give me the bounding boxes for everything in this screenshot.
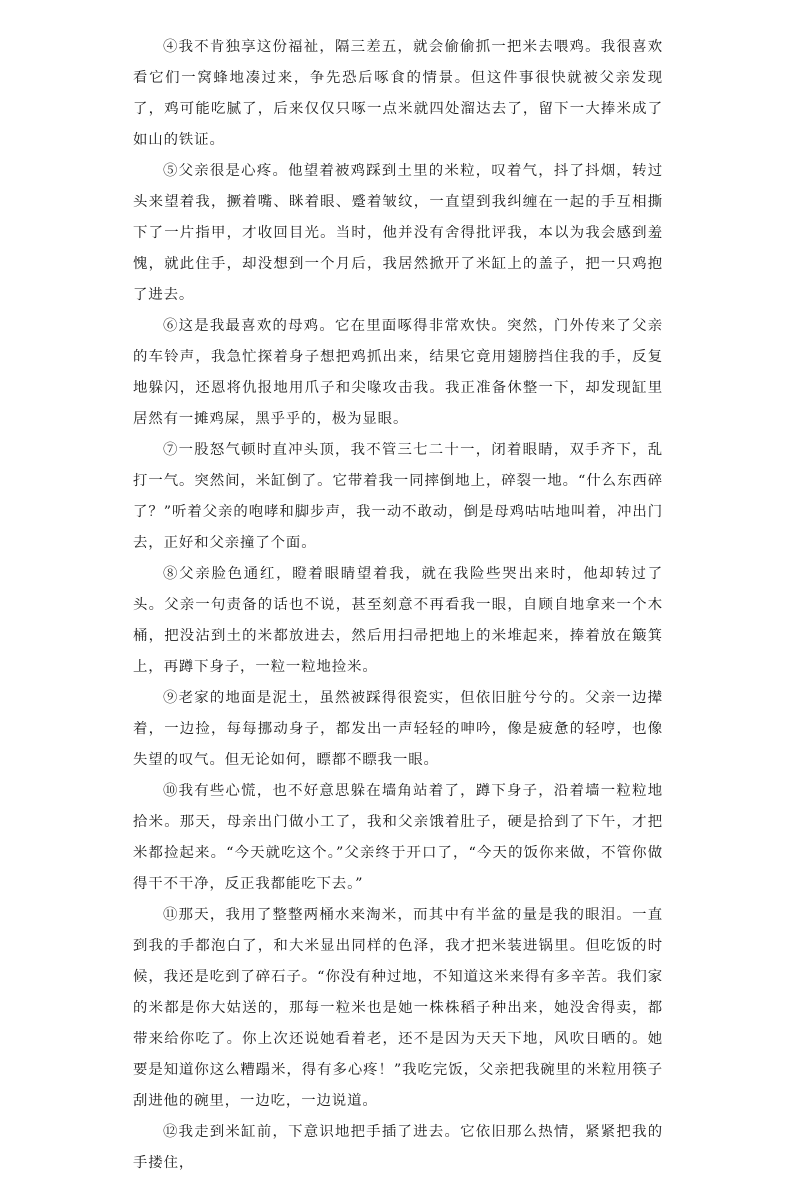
paragraph-8: ⑧父亲脸色通红，瞪着眼睛望着我，就在我险些哭出来时，他却转过了头。父亲一句责备的话也不说，甚至刻意不再看我一眼，自顾自地拿来一个木桶，把没沾到土的米都放进去，然后用扫帚把地上的米堆起来，捧着放在簸箕上，再蹲下身子，一粒一粒地捡米。 — [133, 566, 663, 675]
paragraph-10: ⑩我有些心慌，也不好意思躲在墙角站着了，蹲下身子，沿着墙一粒粒地拾米。那天，母亲出门做小工了，我和父亲饿着肚子，硬是拾到了下午，才把米都捡起来。“今天就吃这个。”父亲终于开口了，“今天的饭你来做，不管你做得干不干净，反正我都能吃下去。” — [133, 783, 663, 892]
paragraph-7: ⑦一股怒气顿时直冲头顶，我不管三七二十一，闭着眼睛，双手齐下，乱打一气。突然间，米缸倒了。它带着我一同摔倒地上，碎裂一地。“什么东西碎了？”听着父亲的咆哮和脚步声，我一动不敢动，倒是母鸡咕咕地叫着，冲出门去，正好和父亲撞了个面。 — [133, 442, 663, 551]
paragraph-5: ⑤父亲很是心疼。他望着被鸡踩到土里的米粒，叹着气，抖了抖烟，转过头来望着我，撅着嘴、眯着眼、蹙着皱纹，一直望到我纠缠在一起的手互相撕下了一片指甲，才收回目光。当时，他并没有舍得批评我，本以为我会感到羞愧，就此住手，却没想到一个月后，我居然掀开了米缸上的盖子，把一只鸡抱了进去。 — [133, 163, 663, 303]
paragraph-4: ④我不肯独享这份福祉，隔三差五，就会偷偷抓一把米去喂鸡。我很喜欢看它们一窝蜂地凑过来，争先恐后啄食的情景。但这件事很快就被父亲发现了，鸡可能吃腻了，后来仅仅只啄一点米就四处溜达去了，留下一大捧米成了如山的铁证。 — [133, 39, 663, 148]
article-body — [133, 32, 663, 1179]
paragraph-9: ⑨老家的地面是泥土，虽然被踩得很瓷实，但依旧脏兮兮的。父亲一边撵着，一边捡，每每挪动身子，都发出一声轻轻的呻吟，像是疲惫的轻哼，也像失望的叹气。但无论如何，瞟都不瞟我一眼。 — [133, 690, 663, 768]
paragraph-11: ⑪那天，我用了整整两桶水来淘米，而其中有半盆的量是我的眼泪。一直到我的手都泡白了，和大米显出同样的色泽，我才把米装进锅里。但吃饭的时候，我还是吃到了碎石子。“你没有种过地，不知道这米来得有多辛苦。我们家的米都是你大姑送的，那每一粒米也是她一株株稻子种出来，她没舍得卖，都带来给你吃了。你上次还说她看着老，还不是因为天天下地，风吹日晒的。她要是知道你这么糟蹋米，得有多心疼！”我吃完饭，父亲把我碗里的米粒用筷子刮进他的碗里，一边吃，一边说道。 — [133, 907, 663, 1109]
paragraph-12: ⑫我走到米缸前，下意识地把手插了进去。它依旧那么热情，紧紧把我的手搂住， — [133, 1124, 663, 1171]
paragraph-6: ⑥这是我最喜欢的母鸡。它在里面啄得非常欢快。突然，门外传来了父亲的车铃声，我急忙探着身子想把鸡抓出来，结果它竟用翅膀挡住我的手，反复地躲闪，还恩将仇报地用爪子和尖喙攻击我。我正准备休整一下，却发现缸里居然有一摊鸡屎，黑乎乎的，极为显眼。 — [133, 318, 663, 427]
